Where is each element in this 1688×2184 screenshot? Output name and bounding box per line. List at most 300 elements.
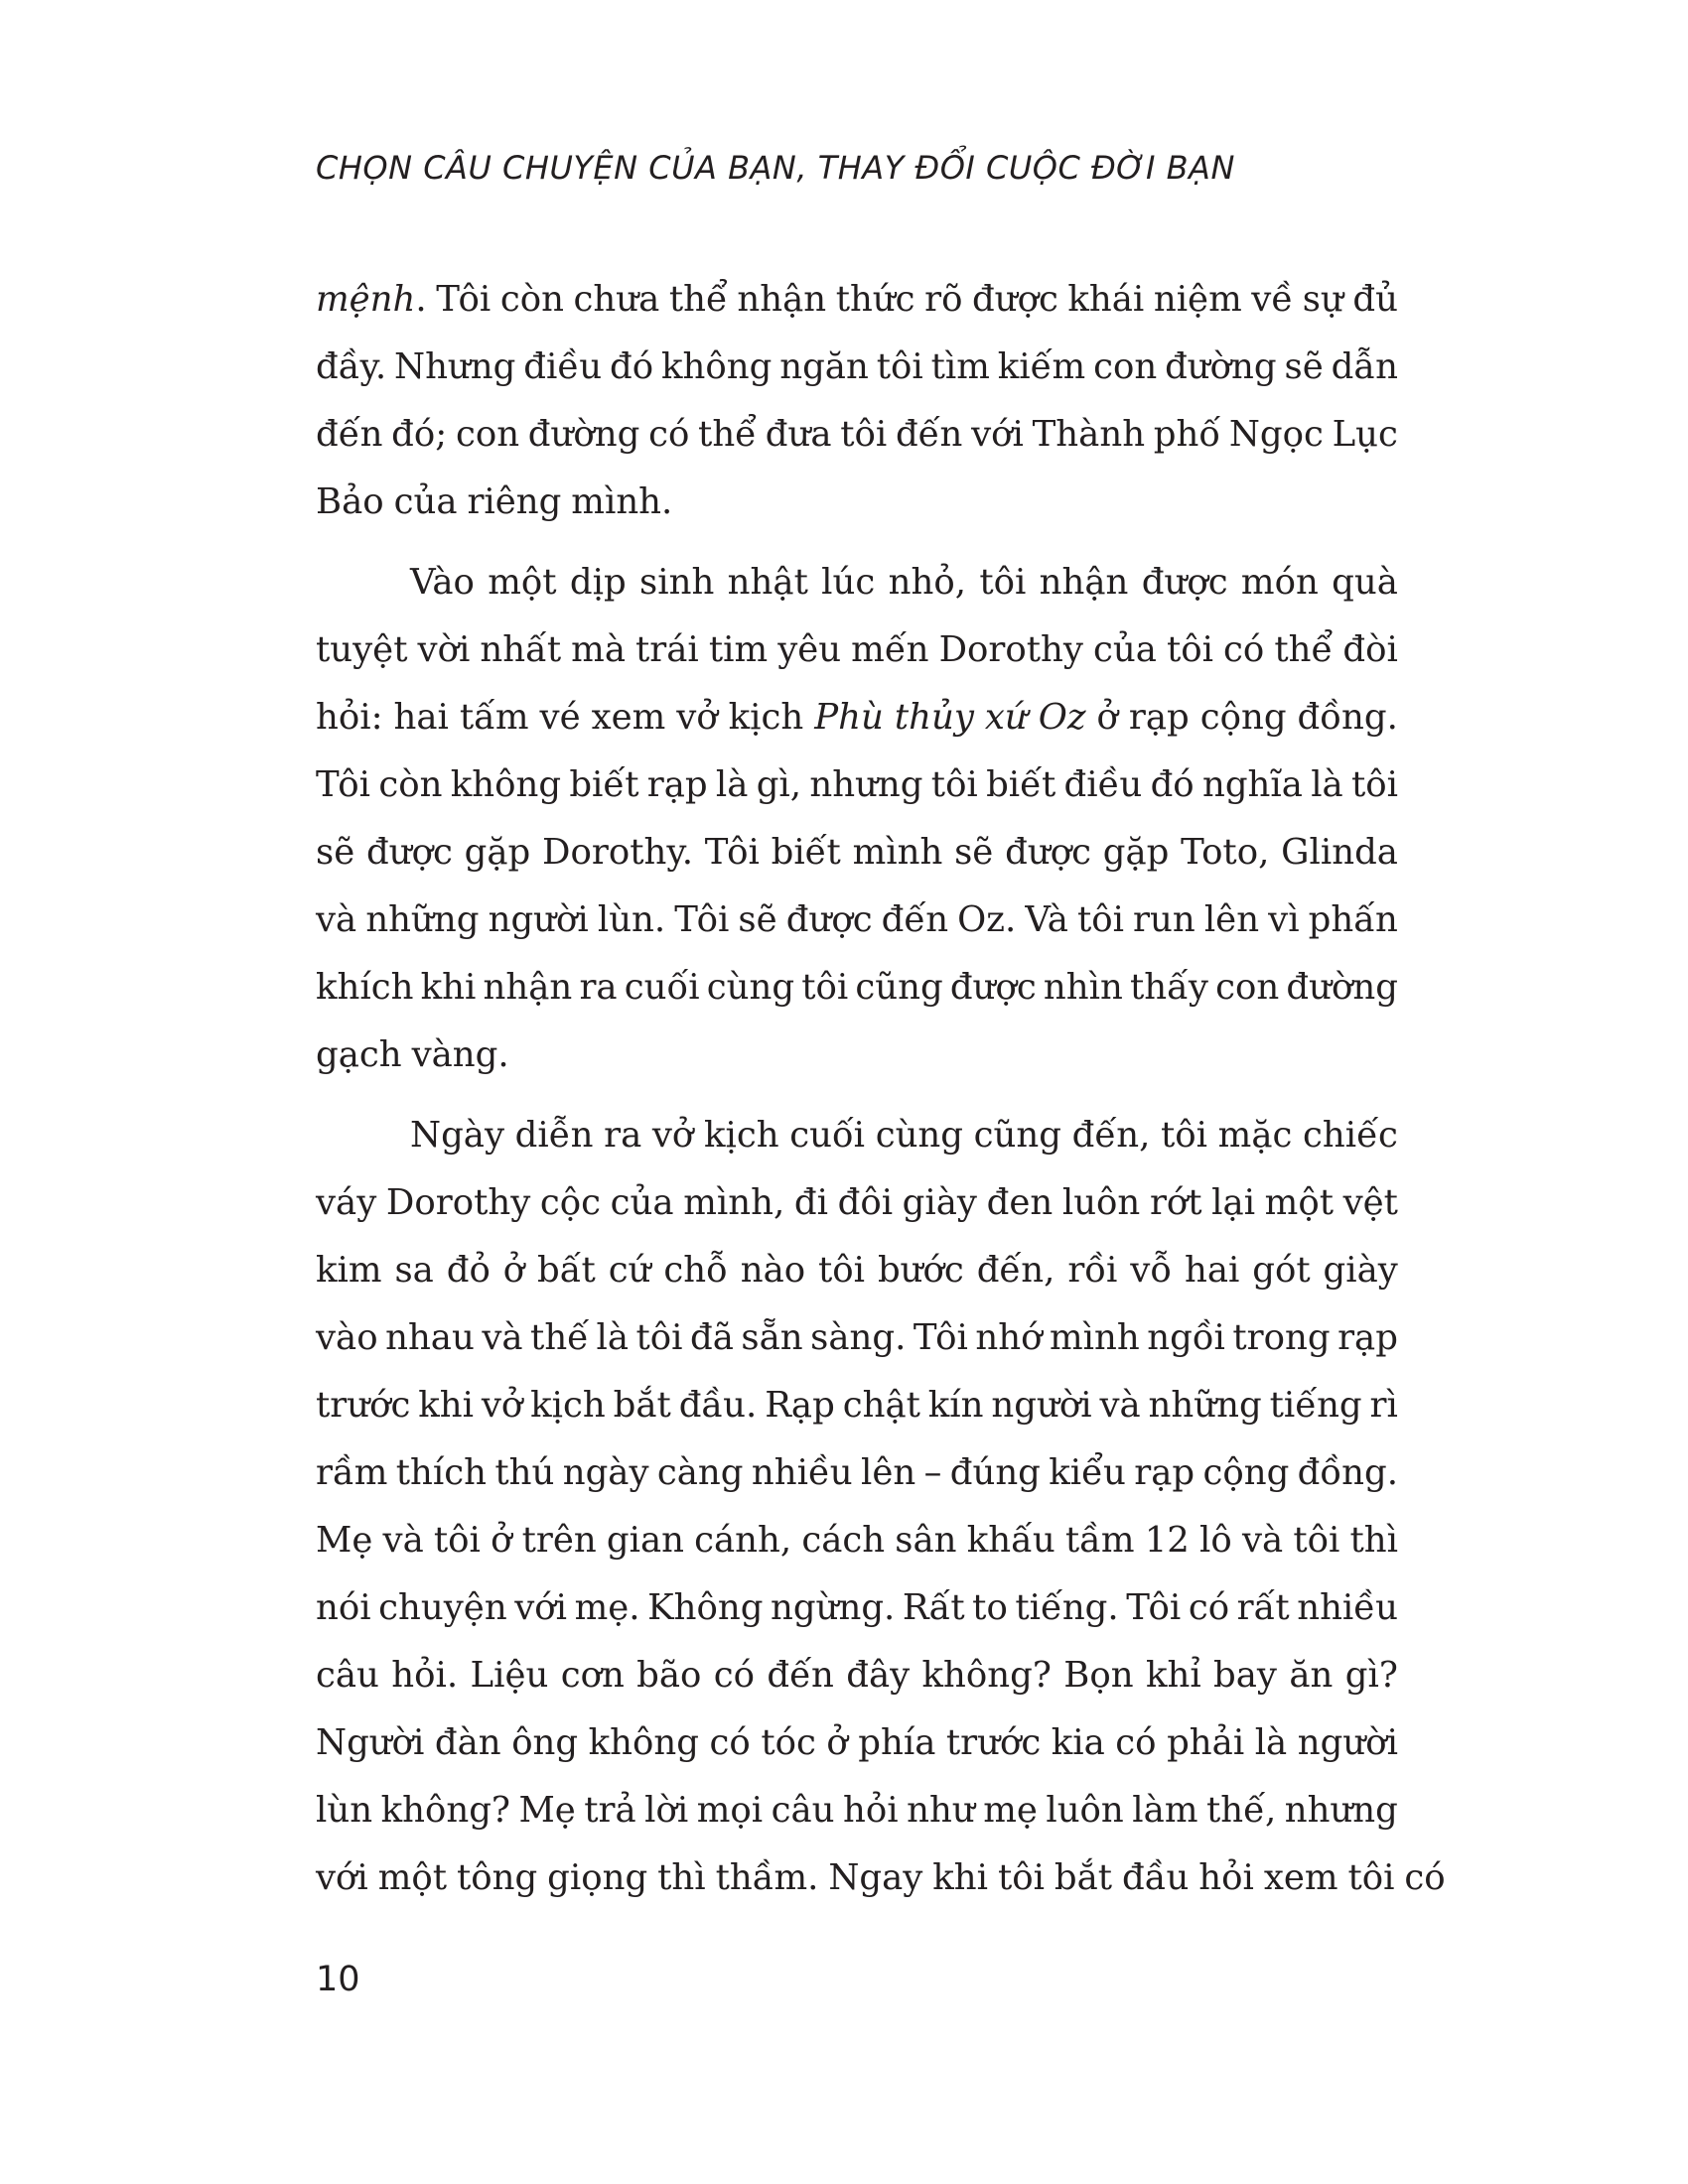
word: đưa xyxy=(765,414,832,455)
word: còn xyxy=(378,764,443,805)
word: mọi xyxy=(696,1790,764,1831)
word: một xyxy=(377,1857,448,1898)
word: nhật xyxy=(727,562,808,603)
word: Bảo xyxy=(316,481,384,522)
word: Rất xyxy=(902,1587,965,1628)
word: đồng. xyxy=(1297,697,1398,738)
word: khi xyxy=(932,1857,989,1898)
word: kịch xyxy=(728,697,804,738)
word: lời xyxy=(644,1790,689,1831)
word: nhận xyxy=(737,279,827,320)
word: riêng xyxy=(467,481,562,522)
word: những xyxy=(365,899,480,940)
word: nhau xyxy=(385,1317,475,1358)
word: nhìn xyxy=(1043,967,1123,1008)
word: cộc xyxy=(539,1182,602,1223)
word: ra xyxy=(579,967,618,1008)
word: Dorothy. xyxy=(542,832,693,873)
word: thì xyxy=(657,1857,706,1898)
word: lại xyxy=(1211,1182,1256,1223)
word: là xyxy=(1311,764,1343,805)
word: vệt xyxy=(1342,1182,1398,1223)
word: câu xyxy=(771,1790,835,1831)
word: khấu xyxy=(966,1520,1055,1561)
word: có xyxy=(1404,1857,1446,1898)
word: cuối xyxy=(789,1115,866,1156)
word: bước xyxy=(877,1250,964,1291)
word: không? xyxy=(921,1655,1052,1696)
word: về xyxy=(1251,279,1294,320)
word: cũng xyxy=(973,1115,1062,1156)
word: tôi xyxy=(818,1250,866,1291)
word: trước xyxy=(945,1722,1042,1763)
word: không? xyxy=(380,1790,510,1831)
word: sân xyxy=(895,1520,957,1561)
word: đó; xyxy=(391,414,448,455)
word: cuối xyxy=(624,967,700,1008)
word: sự xyxy=(1302,279,1343,320)
word: khi xyxy=(420,967,477,1008)
word: rạp xyxy=(1128,697,1190,738)
word: như xyxy=(907,1790,975,1831)
text-line xyxy=(316,684,1398,751)
word: đó xyxy=(609,346,654,387)
word: chiếc xyxy=(1303,1115,1398,1156)
word: hai xyxy=(393,697,449,738)
word: tôi xyxy=(979,562,1027,603)
word: Tôi xyxy=(674,899,730,940)
word: với xyxy=(971,414,1024,455)
word: gì, xyxy=(756,764,802,805)
word: trong xyxy=(1232,1317,1331,1358)
text-line xyxy=(316,887,1398,954)
word: cơn xyxy=(560,1655,625,1696)
word: người xyxy=(1297,1722,1398,1763)
word: rất xyxy=(1236,1587,1290,1628)
word: nhận xyxy=(483,967,573,1008)
word: gạch xyxy=(316,1034,402,1075)
word: mình. xyxy=(571,481,673,522)
word: hỏi xyxy=(1198,1857,1254,1898)
text-line xyxy=(316,819,1398,887)
word: tóc xyxy=(761,1722,816,1763)
word: phải xyxy=(1167,1722,1245,1763)
word: chuyện xyxy=(378,1587,507,1628)
word: giày xyxy=(902,1182,977,1223)
word: đây xyxy=(846,1655,911,1696)
word: gót xyxy=(1252,1250,1311,1291)
word: đến, xyxy=(1071,1115,1151,1156)
word: điều xyxy=(523,346,603,387)
text-line xyxy=(316,1169,1398,1237)
word: là xyxy=(715,764,749,805)
word: Toto, xyxy=(1181,832,1270,873)
word: kiểu xyxy=(1049,1452,1126,1493)
word: con xyxy=(1215,967,1280,1008)
word: ở xyxy=(502,1250,525,1291)
word: xem xyxy=(591,697,666,738)
word: Nhưng xyxy=(394,346,516,387)
word: đàn xyxy=(434,1722,501,1763)
word: kín xyxy=(927,1385,984,1426)
text-line xyxy=(316,1507,1398,1574)
word: Tôi xyxy=(704,832,760,873)
word: rạp xyxy=(646,764,708,805)
word: tôi xyxy=(1166,629,1213,670)
word: một xyxy=(1264,1182,1334,1223)
word: tôi xyxy=(635,1317,683,1358)
word: sẵn xyxy=(741,1317,803,1358)
word: tầm xyxy=(1064,1520,1135,1561)
word: sinh xyxy=(639,562,715,603)
word: vở xyxy=(651,1115,694,1156)
word: đầu. xyxy=(678,1385,758,1426)
word: tôi xyxy=(1347,1857,1395,1898)
word: yêu xyxy=(777,629,842,670)
word: lô xyxy=(1199,1520,1232,1561)
word: niệm xyxy=(1153,279,1242,320)
word: phố xyxy=(1153,414,1221,455)
word: đầy. xyxy=(316,346,387,387)
word: tấm xyxy=(459,697,529,738)
word: ngừng. xyxy=(771,1587,896,1628)
word: hỏi xyxy=(843,1790,899,1831)
word: có xyxy=(1188,1587,1230,1628)
word: và xyxy=(482,1317,523,1358)
word: đến xyxy=(767,1655,834,1696)
text-line xyxy=(316,1372,1398,1439)
word: đỏ xyxy=(446,1250,491,1291)
word: Vào xyxy=(410,562,475,603)
word: lên xyxy=(861,1452,916,1493)
word: cộng xyxy=(1199,697,1287,738)
word: rớt xyxy=(1149,1182,1202,1223)
word: ngăn xyxy=(779,346,869,387)
word: cùng xyxy=(706,967,795,1008)
word: sàng. xyxy=(810,1317,907,1358)
word: biết xyxy=(569,764,639,805)
word: ông xyxy=(511,1722,579,1763)
word: đến, xyxy=(976,1250,1055,1291)
word: đường xyxy=(527,414,640,455)
word: đi xyxy=(793,1182,828,1223)
word: tôi xyxy=(930,764,978,805)
word: rạp xyxy=(1134,1452,1196,1493)
word: hỏi: xyxy=(316,697,383,738)
word: ở xyxy=(826,1722,848,1763)
word: Không xyxy=(647,1587,764,1628)
word: nhất xyxy=(480,629,562,670)
word: gian xyxy=(606,1520,684,1561)
paragraph-1 xyxy=(316,266,1398,536)
word: Bọn xyxy=(1063,1655,1134,1696)
word: kịch xyxy=(530,1385,606,1426)
text-line xyxy=(316,616,1398,684)
word: mến xyxy=(851,629,929,670)
text-line xyxy=(316,1844,1446,1912)
word: Lục xyxy=(1332,414,1398,455)
word: đó xyxy=(1150,764,1195,805)
word: nhiều xyxy=(751,1452,853,1493)
word: chưa xyxy=(573,279,660,320)
word: và xyxy=(1241,1520,1284,1561)
text-line xyxy=(316,954,1398,1022)
word: mình, xyxy=(683,1182,785,1223)
word: ngồi xyxy=(1147,1317,1225,1358)
word: Glinda xyxy=(1281,832,1398,873)
word: tôi xyxy=(1351,764,1398,805)
word: ra xyxy=(604,1115,642,1156)
word: run xyxy=(1133,899,1196,940)
word: được xyxy=(785,899,873,940)
word: thức xyxy=(835,279,915,320)
word: biết xyxy=(986,764,1056,805)
text-line xyxy=(316,266,1398,334)
word: được xyxy=(366,832,453,873)
text-line xyxy=(316,1777,1398,1844)
word: trả xyxy=(584,1790,636,1831)
word: mà xyxy=(571,629,626,670)
word: còn xyxy=(499,279,564,320)
word: hỏi. xyxy=(391,1655,459,1696)
word: nào xyxy=(740,1250,806,1291)
text-line xyxy=(316,469,1398,536)
word: thì xyxy=(1349,1520,1398,1561)
word: nói xyxy=(316,1587,371,1628)
word: đã xyxy=(690,1317,734,1358)
word: được xyxy=(949,967,1037,1008)
word: tôi xyxy=(1076,899,1124,940)
word: cùng xyxy=(875,1115,964,1156)
paragraph-3 xyxy=(316,1102,1446,1912)
word: vời xyxy=(417,629,471,670)
word: phía xyxy=(858,1722,936,1763)
word: con xyxy=(1093,346,1158,387)
word: tông xyxy=(456,1857,538,1898)
word: Dorothy xyxy=(938,629,1083,670)
word: Thành xyxy=(1032,414,1146,455)
word: luôn xyxy=(1046,1790,1124,1831)
word: ở xyxy=(1096,697,1118,738)
word: mệnh xyxy=(316,279,416,320)
word: bắt xyxy=(1054,1857,1113,1898)
word: thể xyxy=(698,414,758,455)
text-line xyxy=(316,1642,1398,1709)
word: con xyxy=(455,414,520,455)
word: sẽ xyxy=(954,832,994,873)
word: biết xyxy=(771,832,841,873)
word: vào xyxy=(316,1317,378,1358)
word: rồi xyxy=(1067,1250,1118,1291)
word: tôi xyxy=(433,1520,481,1561)
word: của xyxy=(610,1182,674,1223)
word: cứ xyxy=(608,1250,651,1291)
word: có xyxy=(709,1722,751,1763)
word: dịp xyxy=(569,562,627,603)
word: tôi xyxy=(1293,1520,1340,1561)
word: Liệu xyxy=(470,1655,549,1696)
word: với xyxy=(316,1857,368,1898)
word: người xyxy=(991,1385,1092,1426)
word: có xyxy=(1115,1722,1157,1763)
word: khái xyxy=(1067,279,1145,320)
word: của xyxy=(1093,629,1157,670)
word: thể xyxy=(668,279,728,320)
word: Người xyxy=(316,1722,425,1763)
word: Và xyxy=(1025,899,1068,940)
word: không xyxy=(588,1722,700,1763)
page-number: 10 xyxy=(316,1960,360,1999)
word: thú xyxy=(494,1452,555,1493)
word: dẫn xyxy=(1331,346,1398,387)
word: đường xyxy=(1165,346,1277,387)
word: người xyxy=(488,899,589,940)
word: giày xyxy=(1323,1250,1398,1291)
word: có xyxy=(1223,629,1265,670)
word: ngày xyxy=(562,1452,649,1493)
word: đúng xyxy=(949,1452,1041,1493)
word: khỉ xyxy=(1145,1655,1201,1696)
word: diễn xyxy=(514,1115,594,1156)
word: phấn xyxy=(1308,899,1398,940)
word: càng xyxy=(656,1452,744,1493)
word: rì xyxy=(1369,1385,1398,1426)
word: kim xyxy=(316,1250,382,1291)
word: thầm. xyxy=(715,1857,819,1898)
word: cánh, xyxy=(694,1520,792,1561)
word: lùn xyxy=(316,1790,373,1831)
word: trái xyxy=(635,629,699,670)
word: là xyxy=(596,1317,630,1358)
word: chật xyxy=(842,1385,920,1426)
word: mẹ. xyxy=(574,1587,640,1628)
text-line xyxy=(316,401,1398,469)
word: vở xyxy=(481,1385,523,1426)
word: nghĩa xyxy=(1201,764,1303,805)
word: rõ xyxy=(924,279,963,320)
word: những xyxy=(1148,1385,1262,1426)
word: tiếng. xyxy=(1015,1587,1119,1628)
text-line xyxy=(316,1237,1398,1304)
word: tìm xyxy=(930,346,990,387)
word: được xyxy=(1141,562,1228,603)
word: một xyxy=(488,562,557,603)
word: đến xyxy=(895,414,963,455)
word: Mẹ xyxy=(518,1790,576,1831)
word: giọng xyxy=(547,1857,648,1898)
word: vỗ xyxy=(1130,1250,1173,1291)
word: và xyxy=(382,1520,424,1561)
word: kia xyxy=(1051,1722,1105,1763)
word: xem xyxy=(1263,1857,1338,1898)
word: rạp xyxy=(1337,1317,1398,1358)
word: thế xyxy=(530,1317,590,1358)
word: tôi xyxy=(801,967,849,1008)
word: đôi xyxy=(837,1182,894,1223)
word: tôi xyxy=(997,1857,1045,1898)
word: tiếng xyxy=(1269,1385,1362,1426)
word: làm xyxy=(1132,1790,1198,1831)
word: với xyxy=(514,1587,568,1628)
word: to xyxy=(972,1587,1008,1628)
word: Ngay xyxy=(828,1857,923,1898)
word: sẽ xyxy=(738,899,777,940)
word: của xyxy=(393,481,458,522)
word: chỗ xyxy=(663,1250,728,1291)
word: đến xyxy=(881,899,949,940)
word: sa xyxy=(394,1250,434,1291)
word: thế, xyxy=(1205,1790,1277,1831)
word: có xyxy=(648,414,690,455)
word: gì? xyxy=(1344,1655,1398,1696)
word: đến xyxy=(316,414,383,455)
text-line xyxy=(316,549,1398,616)
word: vì xyxy=(1268,899,1300,940)
text-line xyxy=(316,1304,1398,1372)
word: mình xyxy=(1050,1317,1140,1358)
word: vé xyxy=(539,697,581,738)
word: kịch xyxy=(703,1115,779,1156)
word: nhận xyxy=(1039,562,1129,603)
word: Rạp xyxy=(765,1385,835,1426)
word: đòi xyxy=(1342,629,1398,670)
word: điều xyxy=(1063,764,1143,805)
word: nhớ xyxy=(975,1317,1043,1358)
word: mình xyxy=(852,832,943,873)
word: đầu xyxy=(1122,1857,1190,1898)
word: Dorothy xyxy=(385,1182,531,1223)
word: nhỏ, xyxy=(888,562,966,603)
word: mẹ xyxy=(983,1790,1038,1831)
word: nhiều xyxy=(1297,1587,1398,1628)
word: váy xyxy=(316,1182,377,1223)
word: rầm xyxy=(316,1452,388,1493)
word: kiếm xyxy=(997,346,1086,387)
word: thích xyxy=(395,1452,487,1493)
word: cộng xyxy=(1202,1452,1290,1493)
word: trước xyxy=(316,1385,411,1426)
word: gặp xyxy=(1102,832,1170,873)
word: ăn xyxy=(1289,1655,1334,1696)
word: xứ xyxy=(984,697,1028,738)
word: khi xyxy=(418,1385,474,1426)
word: không xyxy=(660,346,773,387)
word: được xyxy=(1005,832,1091,873)
word: bão xyxy=(636,1655,702,1696)
word: tuyệt xyxy=(316,629,408,670)
text-line xyxy=(316,1574,1398,1642)
word: luôn xyxy=(1061,1182,1141,1223)
running-header: CHỌN CÂU CHUYỆN CỦA BẠN, THAY ĐỔI CUỘC ĐỜI BẠN xyxy=(316,149,1235,187)
word: Ngọc xyxy=(1228,414,1324,455)
word: câu xyxy=(316,1655,379,1696)
word: vàng. xyxy=(411,1034,509,1075)
word: thủy xyxy=(894,697,974,738)
word: cách xyxy=(801,1520,886,1561)
word: Ngày xyxy=(410,1115,505,1156)
word: gặp xyxy=(464,832,531,873)
word: Oz xyxy=(1038,697,1086,738)
word: cũng xyxy=(855,967,943,1008)
word: bay xyxy=(1213,1655,1277,1696)
text-line xyxy=(316,1439,1398,1507)
word: được xyxy=(972,279,1058,320)
word: khích xyxy=(316,967,414,1008)
word: có xyxy=(713,1655,756,1696)
word: vở xyxy=(676,697,718,738)
word: 12 xyxy=(1144,1520,1190,1561)
word: sẽ xyxy=(316,832,355,873)
